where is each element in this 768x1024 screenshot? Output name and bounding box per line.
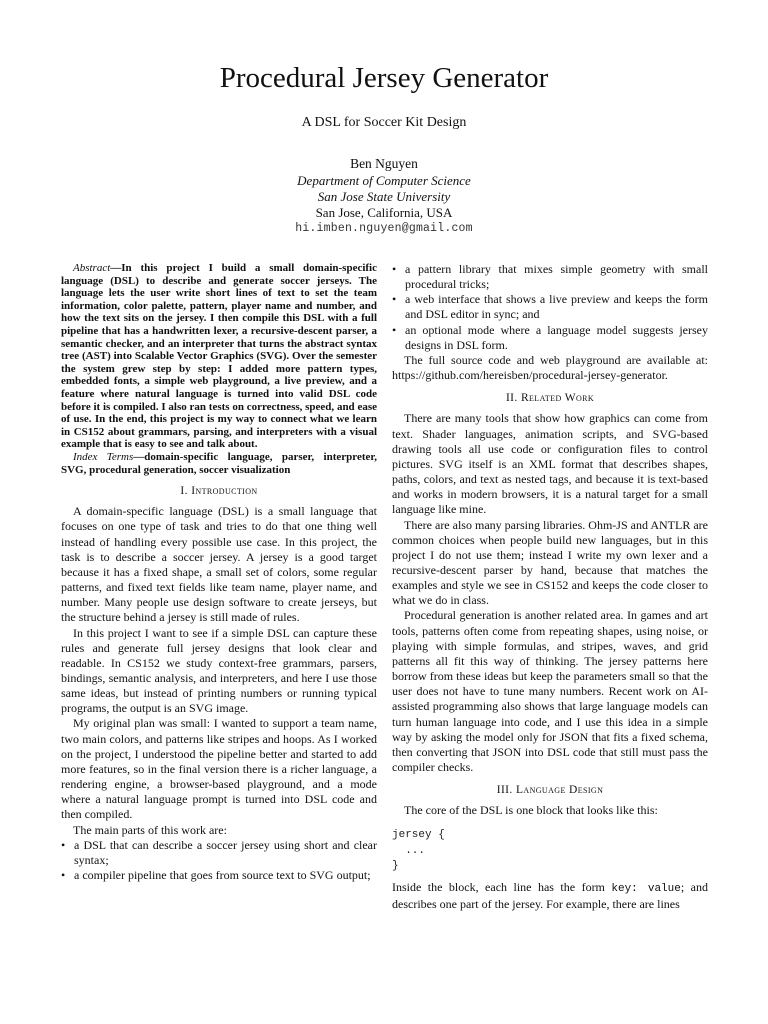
- related-paragraph-2: There are also many parsing libraries. Ohm-JS and ANTLR are common choices when people build new languages, but in this project I do not use them; instead I write my own lexer and a recursive-descent parser by hand, because that matches the examples and style we see in CS152 and keeps the code closer to what we do in class.: [392, 517, 708, 608]
- related-paragraph-1: There are many tools that show how graphics can come from text. Shader languages, animation scripts, and SVG-based drawing tools all use code or configuration files to control pictures. SVG itself is an XML format that describes shapes, paths, colors, and text as nested tags, and because it is text-based and works in modern browsers, it is a natural target for a small language like mine.: [392, 411, 708, 517]
- intro-paragraph-1: A domain-specific language (DSL) is a small language that focuses on one type of task and tries to do that one thing well instead of handling every possible use case. In this project, the task is to describe a soccer jersey. A jersey is a good target because it has a fixed shape, a small set of colors, some regular patterns, and fixed text fields like team name, player name, and number. Many people use design software to create jerseys, but the structure behind a jersey is still made of rules.: [61, 504, 377, 625]
- intro-paragraph-4: The main parts of this work are:: [73, 822, 227, 837]
- list-item: • a DSL that can describe a soccer jersey using short and clear syntax;: [61, 838, 377, 868]
- index-terms-label: Index Terms: [73, 450, 134, 463]
- code-block: jersey { ... }: [392, 829, 445, 872]
- inline-code: key: value: [611, 883, 681, 896]
- right-column: [392, 262, 708, 912]
- paper-subtitle: A DSL for Soccer Kit Design: [301, 115, 467, 130]
- design-text: ; and describes one part of the jersey. For example, there are lines: [392, 880, 708, 912]
- section-numeral: III.: [496, 784, 513, 797]
- list-item: • an optional mode where a language model suggests jersey designs in DSL form.: [392, 323, 708, 353]
- related-paragraph-3: Procedural generation is another related area. In games and art tools, patterns often come from repeating shapes, using noise, or playing with simple formulas, and stripes, waves, and grid patterns all fit this way of thinking. The jersey patterns here borrow from these ideas but keep the parameters small so that the user does not have to tune many numbers. Recent work on AI-assisted programming also shows that large language models can turn human language into code, and I use this idea in a simple way by asking the model only for JSON that fits a fixed schema, then converting that JSON into DSL code that still must pass the compiler checks.: [392, 608, 708, 774]
- intro-paragraph-3: My original plan was small: I wanted to support a team name, two main colors, and patterns like stripes and hoops. As I worked on the project, I understood the pipeline better and started to add more features, so in the final version there is a richer language, a rendering engine, a browser-based playground, and a mode where a natural language prompt is turned into DSL code and then compiled.: [61, 716, 377, 822]
- design-text: Inside the block, each line has the form: [392, 880, 612, 895]
- section-numeral: II.: [505, 392, 518, 405]
- abstract-label: Abstract: [73, 262, 111, 274]
- source-code-paragraph: The full source code and web playground are available at: https://github.com/hereisben/procedural-jersey-generator.: [392, 352, 708, 383]
- author-email: hi.imben.nguyen@gmail.com: [295, 222, 473, 235]
- list-item: • a pattern library that mixes simple geometry with small procedural tricks;: [392, 262, 708, 292]
- section-numeral: I.: [180, 485, 188, 498]
- section-title: Introduction: [191, 485, 258, 498]
- abstract: [61, 262, 377, 451]
- abstract-text: —In this project I build a small domain-specific language (DSL) to describe and generate soccer jerseys. The language lets the user write short lines of text to set the team information, color palette, pattern, player name and number, and how the text sits on the jersey. I then compile this DSL with a full pipeline that has a handwritten lexer, a recursive-descent parser, a semantic checker, and an interpreter that turns the abstract syntax tree (AST) into Scalable Vector Graphics (SVG). Over the semester the system grew step by step: I added more pattern types, embedded fonts, a simple web playground, a live preview, and a feature where natural language is turned into valid DSL code before it is compiled. I also ran tests on correctness, speed, and ease of use. In the end, this project is my way to connect what we learn in CS152 about grammars, parsing, and interpreters with a visual example that is easy to see and talk about.: [61, 262, 377, 451]
- index-terms: [61, 451, 377, 476]
- author-block: [0, 155, 768, 237]
- contributions-list-continued: [392, 262, 708, 353]
- paper-title: Procedural Jersey Generator: [219, 62, 549, 94]
- left-column: [61, 262, 377, 883]
- author-university: San Jose State University: [317, 189, 451, 204]
- section-heading-related-work: [392, 391, 708, 406]
- list-item: • a web interface that shows a live preview and keeps the form and DSL editor in sync; and: [392, 292, 708, 322]
- intro-paragraph-2: In this project I want to see if a simple DSL can capture these rules and generate full jersey designs that look clear and readable. In CS152 we study context-free grammars, parsers, bindings, semantic analysis, and interpreters, and here I use those same ideas, but instead of printing numbers or running typical programs, the output is an SVG image.: [61, 625, 377, 716]
- design-paragraph-1: The core of the DSL is one block that looks like this:: [404, 803, 658, 818]
- author-name: Ben Nguyen: [350, 156, 418, 171]
- section-heading-language-design: [392, 783, 708, 798]
- author-location: San Jose, California, USA: [315, 205, 453, 220]
- list-item: • a compiler pipeline that goes from source text to SVG output;: [61, 868, 377, 883]
- author-department: Department of Computer Science: [297, 173, 471, 188]
- section-title: Related Work: [520, 392, 595, 405]
- contributions-list: [61, 838, 377, 883]
- section-title: Language Design: [515, 784, 604, 797]
- design-paragraph-2: [392, 880, 708, 912]
- index-terms-text: —domain-specific language, parser, interpreter, SVG, procedural generation, soccer visualization: [61, 450, 377, 476]
- section-heading-introduction: [61, 484, 377, 499]
